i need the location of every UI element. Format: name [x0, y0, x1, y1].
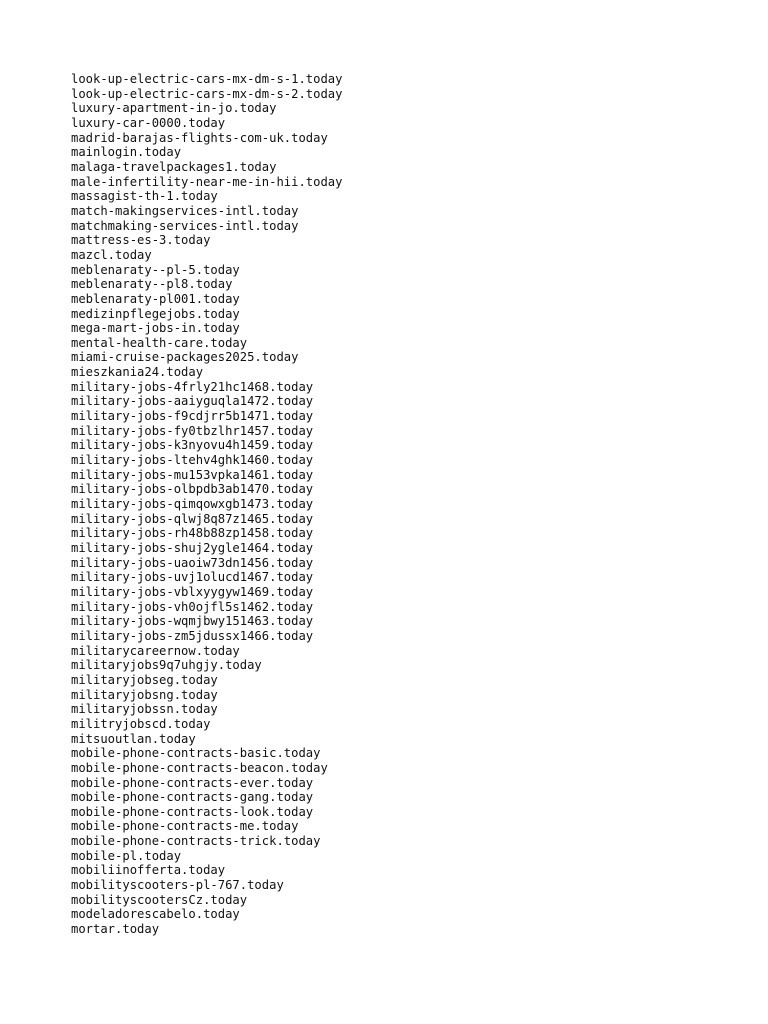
domain-line: military-jobs-mu153vpka1461.today: [71, 467, 314, 482]
domain-line: mobile-phone-contracts-gang.today: [71, 790, 314, 805]
domain-line: mieszkania24.today: [71, 365, 204, 380]
domain-line: matchmaking-services-intl.today: [71, 218, 299, 233]
domain-line: mobilityscooters-pl-767.today: [71, 878, 284, 893]
domain-line: military-jobs-f9cdjrr5b1471.today: [71, 409, 314, 424]
domain-line: medizinpflegejobs.today: [71, 306, 240, 321]
domain-line: military-jobs-shuj2ygle1464.today: [71, 541, 314, 555]
domain-line: look-up-electric-cars-mx-dm-s-2.today: [71, 86, 343, 101]
domain-line: mortar.today: [71, 922, 160, 937]
domain-line: meblenaraty-pl001.today: [71, 291, 240, 306]
domain-line: mobile-phone-contracts-look.today: [71, 804, 314, 819]
domain-line: military-jobs-qimqowxgb1473.today: [71, 497, 314, 512]
domain-line: military-jobs-rh48b88zp1458.today: [71, 526, 314, 541]
domain-line: male-infertility-near-me-in-hii.today: [71, 174, 343, 189]
domain-line: military-jobs-wqmjbwy151463.today: [71, 614, 314, 629]
domain-line: military-jobs-olbpdb3ab1470.today: [71, 482, 314, 497]
domain-line: mega-mart-jobs-in.today: [71, 321, 240, 336]
domain-line: madrid-barajas-flights-com-uk.today: [71, 130, 328, 145]
domain-line: look-up-electric-cars-mx-dm-s-1.today: [71, 72, 343, 86]
domain-line: mobile-phone-contracts-trick.today: [71, 834, 321, 849]
domain-line: mattress-es-3.today: [71, 233, 211, 248]
domain-line: military-jobs-k3nyovu4h1459.today: [71, 438, 314, 453]
domain-line: mental-health-care.today: [71, 335, 248, 350]
domain-line: mazcl.today: [71, 247, 152, 262]
domain-list: [71, 72, 343, 937]
domain-line: military-jobs-fy0tbzlhr1457.today: [71, 423, 314, 438]
domain-line: mobile-phone-contracts-ever.today: [71, 775, 314, 790]
domain-line: luxury-apartment-in-jo.today: [71, 101, 277, 116]
domain-line: militaryjobseg.today: [71, 672, 218, 687]
domain-line: miami-cruise-packages2025.today: [71, 350, 299, 365]
domain-line: mobilityscootersCz.today: [71, 892, 248, 907]
domain-line: military-jobs-zm5jdussx1466.today: [71, 628, 314, 643]
domain-line: militaryjobsng.today: [71, 687, 218, 702]
domain-line: mobiliinofferta.today: [71, 863, 226, 878]
domain-line: military-jobs-aaiyguqla1472.today: [71, 394, 314, 409]
domain-line: military-jobs-uaoiw73dn1456.today: [71, 555, 314, 570]
domain-line: mobile-pl.today: [71, 848, 182, 863]
domain-line: malaga-travelpackages1.today: [71, 159, 277, 174]
domain-line: military-jobs-qlwj8q87z1465.today: [71, 511, 314, 526]
domain-line: military-jobs-vblxyygyw1469.today: [71, 584, 314, 599]
domain-line: luxury-car-0000.today: [71, 115, 226, 130]
domain-line: military-jobs-uvj1olucd1467.today: [71, 570, 314, 585]
domain-line: military-jobs-vh0ojfl5s1462.today: [71, 599, 314, 614]
domain-line: mobile-phone-contracts-me.today: [71, 819, 299, 834]
domain-line: massagist-th-1.today: [71, 189, 218, 204]
domain-line: mobile-phone-contracts-beacon.today: [71, 760, 328, 775]
domain-line: military-jobs-ltehv4ghk1460.today: [71, 453, 314, 468]
domain-line: militarycareernow.today: [71, 643, 240, 658]
domain-line: mainlogin.today: [71, 145, 182, 160]
domain-line: meblenaraty--pl-5.today: [71, 262, 240, 277]
domain-line: modeladorescabelo.today: [71, 907, 240, 922]
domain-line: match-makingservices-intl.today: [71, 203, 299, 218]
domain-line: militaryjobssn.today: [71, 702, 218, 717]
domain-line: meblenaraty--pl8.today: [71, 277, 233, 292]
domain-line: militryjobscd.today: [71, 716, 211, 731]
domain-line: militaryjobs9q7uhgjy.today: [71, 658, 262, 673]
domain-line: mobile-phone-contracts-basic.today: [71, 746, 321, 761]
domain-line: military-jobs-4frly21hc1468.today: [71, 379, 314, 394]
domain-line: mitsuoutlan.today: [71, 731, 196, 746]
